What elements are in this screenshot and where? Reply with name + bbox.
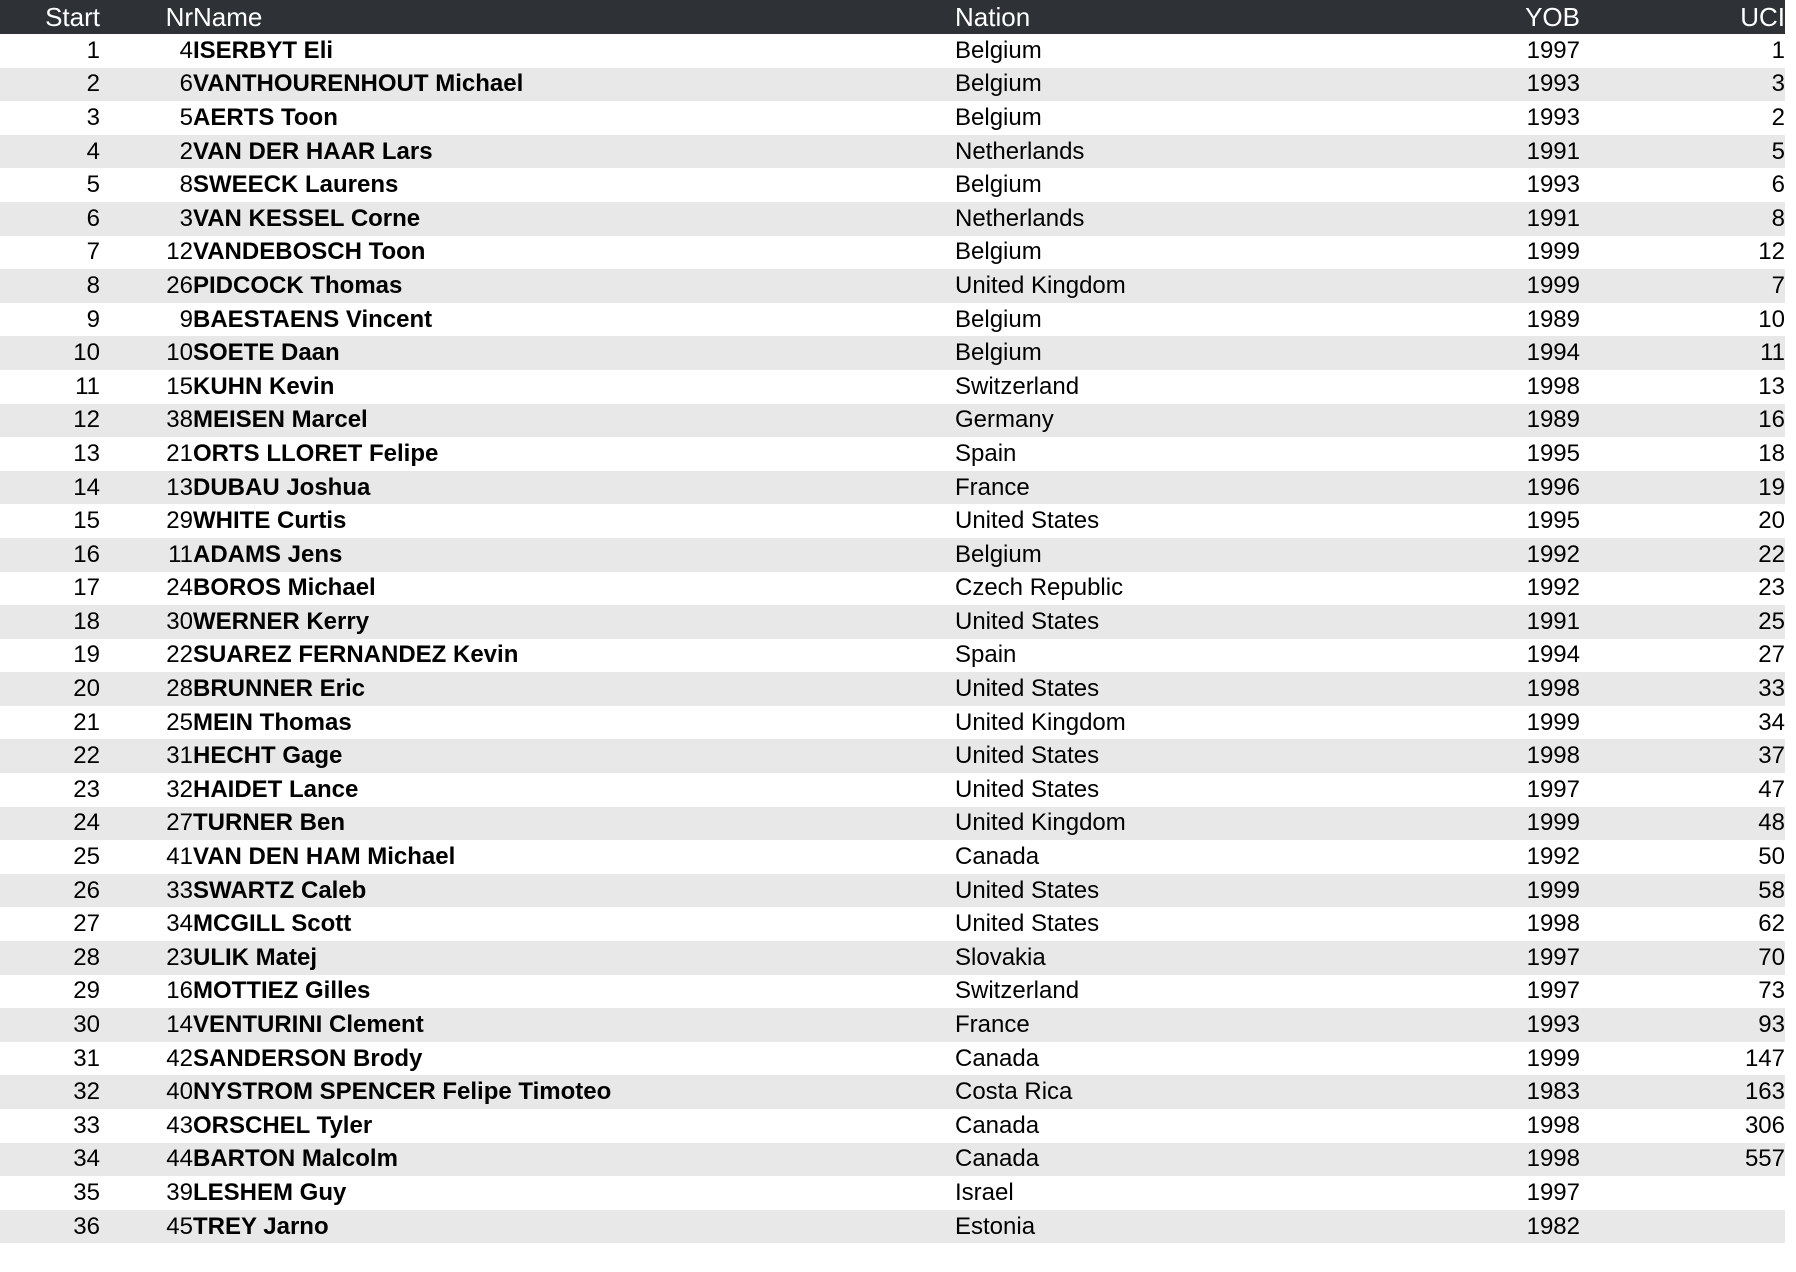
cell-yob: 1998 — [1526, 675, 1580, 703]
table-row — [0, 34, 1785, 68]
cell-uci: 37 — [1758, 742, 1785, 770]
cell-yob: 1994 — [1526, 641, 1580, 669]
cell-uci — [1580, 1210, 1785, 1244]
cell-name: WHITE Curtis — [193, 507, 347, 535]
cell-start: 7 — [86, 238, 100, 266]
cell-start: 3 — [86, 103, 100, 131]
cell-nr: 13 — [166, 473, 193, 501]
cell-uci: 48 — [1758, 809, 1785, 837]
cell-nr: 5 — [179, 103, 193, 131]
cell-nr: 43 — [166, 1111, 193, 1139]
column-header-yob: YOB — [1525, 2, 1580, 32]
cell-nation: Belgium — [955, 540, 1042, 568]
cell-nation: Canada — [955, 1145, 1040, 1173]
cell-nr: 39 — [166, 1178, 193, 1206]
table-row — [0, 168, 1785, 202]
cell-nr: 29 — [166, 507, 193, 535]
cell-nr: 31 — [166, 742, 193, 770]
cell-start: 14 — [73, 473, 100, 501]
cell-name: WERNER Kerry — [193, 607, 370, 635]
cell-uci: 16 — [1758, 406, 1785, 434]
cell-nation: Canada — [955, 843, 1040, 871]
table-row — [0, 807, 1785, 841]
cell-start: 30 — [73, 1011, 100, 1039]
cell-start: 26 — [73, 876, 100, 904]
cell-uci: 2 — [1771, 103, 1785, 131]
column-header-start: Start — [45, 2, 100, 32]
cell-nr: 3 — [179, 204, 193, 232]
cell-nation: Netherlands — [955, 204, 1085, 232]
cell-nation: Spain — [955, 439, 1017, 467]
cell-nation: Belgium — [955, 70, 1042, 98]
cell-uci: 47 — [1758, 775, 1785, 803]
cell-yob: 1993 — [1526, 1011, 1580, 1039]
table-row — [0, 303, 1785, 337]
cell-yob: 1994 — [1526, 339, 1580, 367]
cell-name: VAN DEN HAM Michael — [193, 843, 456, 871]
cell-yob: 1993 — [1526, 103, 1580, 131]
table-row — [0, 840, 1785, 874]
table-row — [0, 1042, 1785, 1076]
cell-uci: 20 — [1758, 507, 1785, 535]
cell-start: 2 — [86, 70, 100, 98]
cell-nation: Belgium — [955, 339, 1042, 367]
table-row — [0, 1210, 1785, 1244]
cell-yob: 1999 — [1526, 708, 1580, 736]
table-row — [0, 572, 1785, 606]
table-row — [0, 404, 1785, 438]
cell-nation: Estonia — [955, 1212, 1036, 1240]
cell-nation: Costa Rica — [955, 1078, 1073, 1106]
table-row — [0, 874, 1785, 908]
cell-start: 12 — [73, 406, 100, 434]
cell-name: ORSCHEL Tyler — [193, 1111, 373, 1139]
cell-name: PIDCOCK Thomas — [193, 271, 403, 299]
cell-nation: United Kingdom — [955, 809, 1126, 837]
cell-nr: 32 — [166, 775, 193, 803]
cell-uci: 70 — [1758, 943, 1785, 971]
cell-nation: United States — [955, 876, 1100, 904]
cell-yob: 1999 — [1526, 876, 1580, 904]
cell-yob: 1998 — [1526, 1111, 1580, 1139]
cell-name: VAN KESSEL Corne — [193, 204, 421, 232]
cell-yob: 1997 — [1526, 977, 1580, 1005]
table-row — [0, 269, 1785, 303]
cell-nation: Czech Republic — [955, 574, 1124, 602]
cell-nr: 34 — [166, 910, 193, 938]
cell-name: ADAMS Jens — [193, 540, 343, 568]
cell-start: 16 — [73, 540, 100, 568]
cell-yob: 1992 — [1526, 843, 1580, 871]
cell-uci: 25 — [1758, 607, 1785, 635]
table-row — [0, 1075, 1785, 1109]
cell-uci: 18 — [1758, 439, 1785, 467]
cell-nr: 16 — [166, 977, 193, 1005]
cell-yob: 1998 — [1526, 742, 1580, 770]
table-row — [0, 538, 1785, 572]
table-row — [0, 639, 1785, 673]
cell-yob: 1989 — [1526, 305, 1580, 333]
cell-nation: Germany — [955, 406, 1054, 434]
cell-uci: 62 — [1758, 910, 1785, 938]
cell-uci: 1 — [1771, 36, 1785, 64]
header-row — [0, 0, 1785, 34]
cell-uci: 306 — [1744, 1111, 1785, 1139]
cell-yob: 1996 — [1526, 473, 1580, 501]
cell-nr: 38 — [166, 406, 193, 434]
cell-start: 5 — [86, 171, 100, 199]
start-list-body — [0, 34, 1785, 1243]
cell-nation: Spain — [955, 641, 1017, 669]
cell-name: VAN DER HAAR Lars — [193, 137, 433, 165]
column-header-nation: Nation — [955, 2, 1031, 32]
cell-start: 6 — [86, 204, 100, 232]
cell-start: 31 — [73, 1044, 100, 1072]
table-row — [0, 101, 1785, 135]
cell-nation: Canada — [955, 1044, 1040, 1072]
table-row — [0, 1008, 1785, 1042]
cell-nr: 15 — [166, 372, 193, 400]
cell-start: 35 — [73, 1178, 100, 1206]
cell-start: 21 — [73, 708, 100, 736]
cell-start: 15 — [73, 507, 100, 535]
cell-uci: 12 — [1758, 238, 1785, 266]
cell-nr: 30 — [166, 607, 193, 635]
cell-name: VANTHOURENHOUT Michael — [193, 70, 524, 98]
start-list-header — [0, 0, 1785, 34]
cell-name: LESHEM Guy — [193, 1178, 347, 1206]
cell-name: MEISEN Marcel — [193, 406, 368, 434]
cell-start: 20 — [73, 675, 100, 703]
table-row — [0, 202, 1785, 236]
cell-name: KUHN Kevin — [193, 372, 335, 400]
column-header-uci: UCI — [1740, 2, 1785, 32]
cell-start: 1 — [86, 36, 100, 64]
cell-start: 4 — [86, 137, 100, 165]
table-row — [0, 1176, 1785, 1210]
cell-name: HAIDET Lance — [193, 775, 359, 803]
cell-yob: 1999 — [1526, 271, 1580, 299]
cell-start: 28 — [73, 943, 100, 971]
cell-start: 36 — [73, 1212, 100, 1240]
cell-nr: 10 — [166, 339, 193, 367]
cell-uci: 163 — [1744, 1078, 1785, 1106]
cell-nr: 26 — [166, 271, 193, 299]
cell-nation: United States — [955, 675, 1100, 703]
table-row — [0, 236, 1785, 270]
cell-uci: 34 — [1758, 708, 1785, 736]
cell-nr: 42 — [166, 1044, 193, 1072]
table-row — [0, 941, 1785, 975]
cell-yob: 1998 — [1526, 910, 1580, 938]
cell-name: VENTURINI Clement — [193, 1011, 424, 1039]
cell-start: 25 — [73, 843, 100, 871]
table-row — [0, 135, 1785, 169]
cell-nation: Belgium — [955, 238, 1042, 266]
cell-name: SUAREZ FERNANDEZ Kevin — [193, 641, 519, 669]
cell-nr: 22 — [166, 641, 193, 669]
cell-nation: Switzerland — [955, 372, 1080, 400]
cell-nation: Canada — [955, 1111, 1040, 1139]
cell-uci: 22 — [1758, 540, 1785, 568]
cell-name: BOROS Michael — [193, 574, 376, 602]
cell-yob: 1998 — [1526, 372, 1580, 400]
cell-uci: 58 — [1758, 876, 1785, 904]
cell-nation: Switzerland — [955, 977, 1080, 1005]
cell-name: NYSTROM SPENCER Felipe Timoteo — [193, 1078, 612, 1106]
cell-name: SANDERSON Brody — [193, 1044, 423, 1072]
cell-start: 23 — [73, 775, 100, 803]
cell-yob: 1992 — [1526, 574, 1580, 602]
cell-name: SWEECK Laurens — [193, 171, 399, 199]
cell-yob: 1993 — [1526, 171, 1580, 199]
cell-nr: 33 — [166, 876, 193, 904]
cell-start: 24 — [73, 809, 100, 837]
cell-yob: 1995 — [1526, 507, 1580, 535]
cell-yob: 1993 — [1526, 70, 1580, 98]
cell-nation: France — [955, 1011, 1030, 1039]
cell-yob: 1991 — [1526, 204, 1580, 232]
cell-name: ORTS LLORET Felipe — [193, 439, 439, 467]
cell-name: TREY Jarno — [193, 1212, 329, 1240]
cell-nr: 28 — [166, 675, 193, 703]
cell-name: BAESTAENS Vincent — [193, 305, 433, 333]
cell-nr: 4 — [179, 36, 193, 64]
cell-yob: 1983 — [1526, 1078, 1580, 1106]
cell-nr: 41 — [166, 843, 193, 871]
column-header-name: Name — [193, 2, 263, 32]
cell-yob: 1992 — [1526, 540, 1580, 568]
cell-yob: 1989 — [1526, 406, 1580, 434]
table-row — [0, 370, 1785, 404]
cell-nr: 27 — [166, 809, 193, 837]
cell-name: DUBAU Joshua — [193, 473, 371, 501]
table-row — [0, 471, 1785, 505]
cell-name: BRUNNER Eric — [193, 675, 366, 703]
cell-nation: Belgium — [955, 305, 1042, 333]
cell-yob: 1997 — [1526, 943, 1580, 971]
cell-yob: 1999 — [1526, 809, 1580, 837]
cell-uci: 6 — [1771, 171, 1785, 199]
cell-name: ULIK Matej — [193, 943, 318, 971]
cell-start: 33 — [73, 1111, 100, 1139]
cell-name: AERTS Toon — [193, 103, 338, 131]
cell-nation: United Kingdom — [955, 708, 1126, 736]
table-row — [0, 336, 1785, 370]
cell-start: 27 — [73, 910, 100, 938]
cell-nation: United States — [955, 775, 1100, 803]
cell-yob: 1997 — [1526, 1178, 1580, 1206]
table-row — [0, 975, 1785, 1009]
cell-uci: 5 — [1771, 137, 1785, 165]
cell-nr: 8 — [179, 171, 193, 199]
cell-nation: United Kingdom — [955, 271, 1126, 299]
cell-start: 22 — [73, 742, 100, 770]
cell-start: 9 — [86, 305, 100, 333]
table-row — [0, 706, 1785, 740]
cell-uci: 7 — [1771, 271, 1785, 299]
cell-uci: 50 — [1758, 843, 1785, 871]
cell-uci: 27 — [1758, 641, 1785, 669]
cell-start: 17 — [73, 574, 100, 602]
cell-name: MCGILL Scott — [193, 910, 352, 938]
cell-nation: Israel — [955, 1178, 1014, 1206]
cell-nr: 23 — [166, 943, 193, 971]
column-header-nr: Nr — [165, 2, 193, 32]
cell-start: 10 — [73, 339, 100, 367]
table-row — [0, 672, 1785, 706]
cell-uci: 147 — [1744, 1044, 1785, 1072]
cell-nation: Slovakia — [955, 943, 1046, 971]
table-row — [0, 773, 1785, 807]
table-row — [0, 437, 1785, 471]
cell-nr: 9 — [179, 305, 193, 333]
cell-uci: 93 — [1758, 1011, 1785, 1039]
cell-nr: 24 — [166, 574, 193, 602]
table-row — [0, 1109, 1785, 1143]
cell-nation: United States — [955, 742, 1100, 770]
table-row — [0, 1143, 1785, 1177]
cell-yob: 1997 — [1526, 775, 1580, 803]
cell-nation: Netherlands — [955, 137, 1085, 165]
cell-name: ISERBYT Eli — [193, 36, 334, 64]
cell-yob: 1991 — [1526, 607, 1580, 635]
cell-uci: 11 — [1760, 339, 1785, 367]
cell-start: 13 — [73, 439, 100, 467]
cell-start: 34 — [73, 1145, 100, 1173]
cell-uci: 13 — [1758, 372, 1785, 400]
table-row — [0, 504, 1785, 538]
cell-name: SOETE Daan — [193, 339, 340, 367]
cell-nation: Belgium — [955, 103, 1042, 131]
cell-nr: 40 — [166, 1078, 193, 1106]
cell-start: 8 — [86, 271, 100, 299]
cell-uci: 10 — [1758, 305, 1785, 333]
cell-yob: 1998 — [1526, 1145, 1580, 1173]
cell-uci: 3 — [1771, 70, 1785, 98]
cell-nation: France — [955, 473, 1030, 501]
cell-uci: 73 — [1758, 977, 1785, 1005]
cell-start: 29 — [73, 977, 100, 1005]
cell-yob: 1982 — [1526, 1212, 1580, 1240]
cell-nation: United States — [955, 507, 1100, 535]
cell-yob: 1997 — [1526, 36, 1580, 64]
cell-nr: 12 — [166, 238, 193, 266]
cell-name: BARTON Malcolm — [193, 1145, 398, 1173]
cell-name: TURNER Ben — [193, 809, 346, 837]
cell-name: VANDEBOSCH Toon — [193, 238, 426, 266]
cell-nr: 44 — [166, 1145, 193, 1173]
cell-uci: 23 — [1758, 574, 1785, 602]
cell-start: 18 — [73, 607, 100, 635]
cell-nr: 21 — [166, 439, 193, 467]
cell-uci: 8 — [1771, 204, 1785, 232]
cell-start: 32 — [73, 1078, 100, 1106]
cell-nation: Belgium — [955, 36, 1042, 64]
cell-uci: 19 — [1758, 473, 1785, 501]
cell-uci — [1580, 1176, 1785, 1210]
cell-yob: 1999 — [1526, 238, 1580, 266]
cell-nr: 6 — [179, 70, 193, 98]
table-row — [0, 739, 1785, 773]
cell-nr: 2 — [179, 137, 193, 165]
cell-start: 11 — [75, 372, 100, 400]
cell-uci: 33 — [1758, 675, 1785, 703]
cell-nation: United States — [955, 607, 1100, 635]
table-row — [0, 68, 1785, 102]
cell-nr: 45 — [166, 1212, 193, 1240]
cell-yob: 1991 — [1526, 137, 1580, 165]
cell-nation: Belgium — [955, 171, 1042, 199]
cell-name: MOTTIEZ Gilles — [193, 977, 371, 1005]
table-row — [0, 605, 1785, 639]
cell-nr: 14 — [166, 1011, 193, 1039]
cell-yob: 1995 — [1526, 439, 1580, 467]
cell-name: HECHT Gage — [193, 742, 343, 770]
cell-nr: 11 — [168, 540, 193, 568]
cell-yob: 1999 — [1526, 1044, 1580, 1072]
cell-nation: United States — [955, 910, 1100, 938]
cell-name: SWARTZ Caleb — [193, 876, 367, 904]
cell-name: MEIN Thomas — [193, 708, 352, 736]
cell-nr: 25 — [166, 708, 193, 736]
cell-uci: 557 — [1744, 1145, 1785, 1173]
table-row — [0, 907, 1785, 941]
cell-start: 19 — [73, 641, 100, 669]
